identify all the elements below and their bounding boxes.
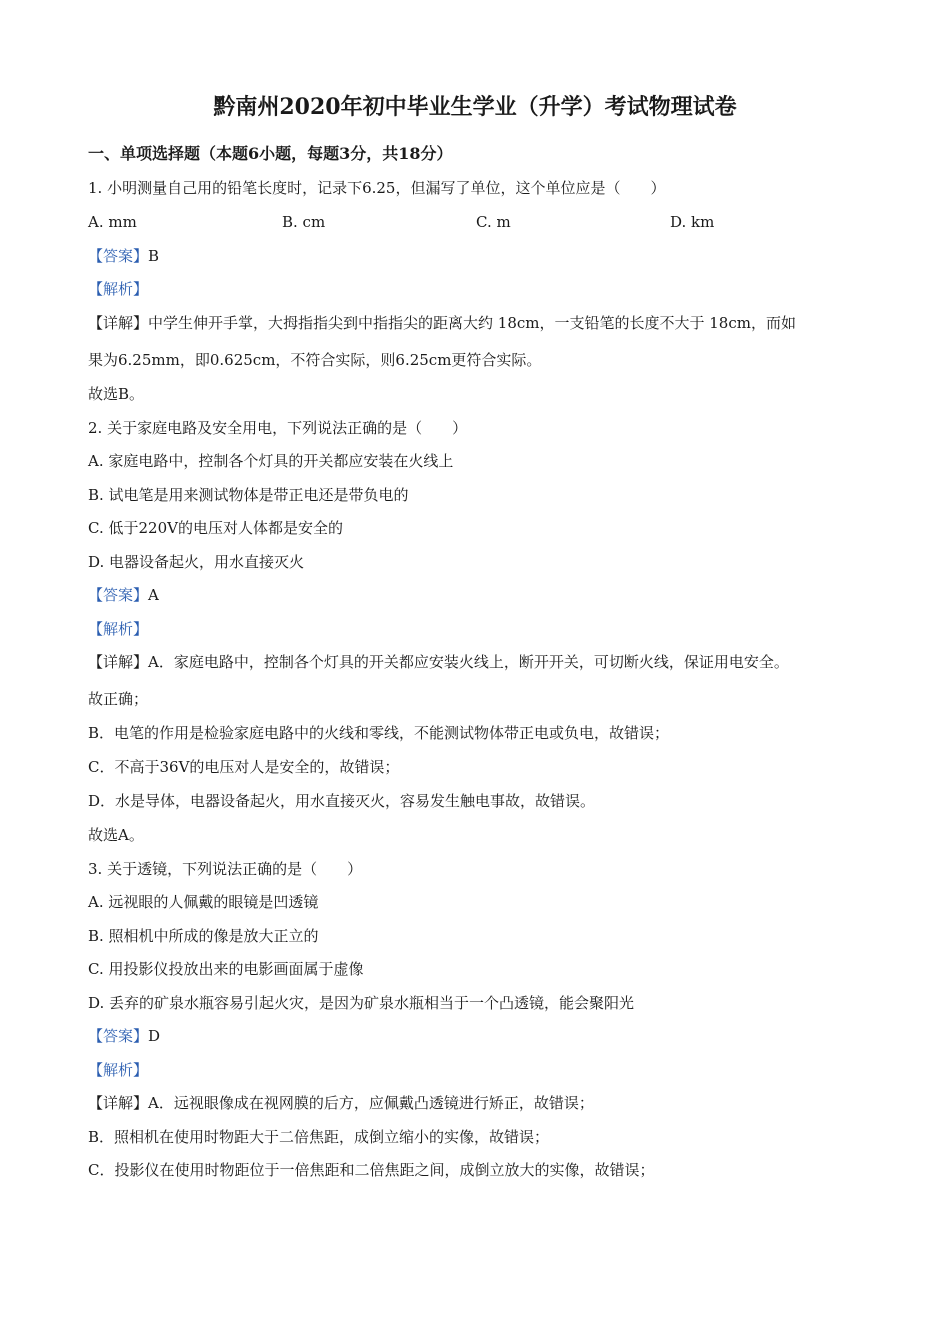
- q2-analysis-tag: 【解析】: [88, 620, 149, 638]
- q2-detail-3: B．电笔的作用是检验家庭电路中的火线和零线，不能测试物体带正电或负电，故错误；: [88, 724, 670, 742]
- q2-option-b: B. 试电笔是用来测试物体是带正电还是带负电的: [88, 486, 409, 504]
- q1-choose: 故选B。: [88, 385, 145, 403]
- q3-detail-1: [88, 1093, 594, 1113]
- answer-tag: 【答案】: [88, 247, 149, 265]
- q1-option-b: B. cm: [282, 213, 326, 231]
- section-heading: 一、单项选择题（本题6小题，每题3分，共18分）: [88, 144, 453, 163]
- q1-detail-1: [88, 313, 796, 333]
- answer-tag: 【答案】: [88, 586, 149, 604]
- question-3-stem: 3. 关于透镜，下列说法正确的是（ ）: [88, 860, 363, 878]
- q2-option-d: D. 电器设备起火，用水直接灭火: [88, 553, 305, 571]
- q1-answer: [88, 246, 159, 266]
- q3-detail-2: B．照相机在使用时物距大于二倍焦距，成倒立缩小的实像，故错误；: [88, 1128, 550, 1146]
- q3-detail-3: C．投影仪在使用时物距位于一倍焦距和二倍焦距之间，成倒立放大的实像，故错误；: [88, 1161, 655, 1179]
- q3-option-d: D. 丢弃的矿泉水瓶容易引起火灾，是因为矿泉水瓶相当于一个凸透镜，能会聚阳光: [88, 994, 635, 1012]
- page-title: 黔南州2020年初中毕业生学业（升学）考试物理试卷: [213, 94, 737, 120]
- q1-option-c: C. m: [476, 213, 511, 231]
- q3-answer-value: D: [148, 1027, 161, 1045]
- question-2-stem: 2. 关于家庭电路及安全用电，下列说法正确的是（ ）: [88, 419, 468, 437]
- q3-answer: [88, 1026, 160, 1046]
- q1-detail-text-1: 中学生伸开手掌，大拇指指尖到中指指尖的距离大约 18cm，一支铅笔的长度不大于 18cm，而如: [148, 314, 796, 332]
- q2-detail-text-1: A．家庭电路中，控制各个灯具的开关都应安装火线上，断开开关，可切断火线，保证用电安全。: [148, 653, 789, 671]
- detail-tag: 【详解】: [88, 314, 149, 332]
- q2-option-c: C. 低于220V的电压对人体都是安全的: [88, 519, 343, 537]
- q2-answer-value: A: [148, 586, 159, 604]
- q3-option-a: A. 远视眼的人佩戴的眼镜是凹透镜: [88, 893, 319, 911]
- q3-detail-text-1: A．远视眼像成在视网膜的后方，应佩戴凸透镜进行矫正，故错误；: [148, 1094, 594, 1112]
- q3-analysis-tag: 【解析】: [88, 1061, 149, 1079]
- q2-detail-1: [88, 652, 789, 672]
- q2-detail-5: D．水是导体，电器设备起火，用水直接灭火，容易发生触电事故，故错误。: [88, 792, 596, 810]
- q2-option-a: A. 家庭电路中，控制各个灯具的开关都应安装在火线上: [88, 452, 454, 470]
- detail-tag: 【详解】: [88, 1094, 149, 1112]
- q1-detail-2: 果为6.25mm，即0.625cm，不符合实际，则6.25cm更符合实际。: [88, 351, 542, 369]
- q2-detail-2: 故正确；: [88, 690, 149, 708]
- q2-choose: 故选A。: [88, 826, 144, 844]
- q1-option-a: A. mm: [88, 213, 137, 231]
- q1-option-d: D. km: [670, 213, 715, 231]
- answer-tag: 【答案】: [88, 1027, 149, 1045]
- q1-analysis-tag: 【解析】: [88, 280, 149, 298]
- q2-detail-4: C．不高于36V的电压对人是安全的，故错误；: [88, 758, 400, 776]
- q2-answer: [88, 585, 159, 605]
- q3-option-c: C. 用投影仪投放出来的电影画面属于虚像: [88, 960, 364, 978]
- detail-tag: 【详解】: [88, 653, 149, 671]
- q3-option-b: B. 照相机中所成的像是放大正立的: [88, 927, 319, 945]
- q1-answer-value: B: [148, 247, 160, 265]
- question-1-stem: 1. 小明测量自己用的铅笔长度时，记录下6.25，但漏写了单位，这个单位应是（ ）: [88, 179, 666, 197]
